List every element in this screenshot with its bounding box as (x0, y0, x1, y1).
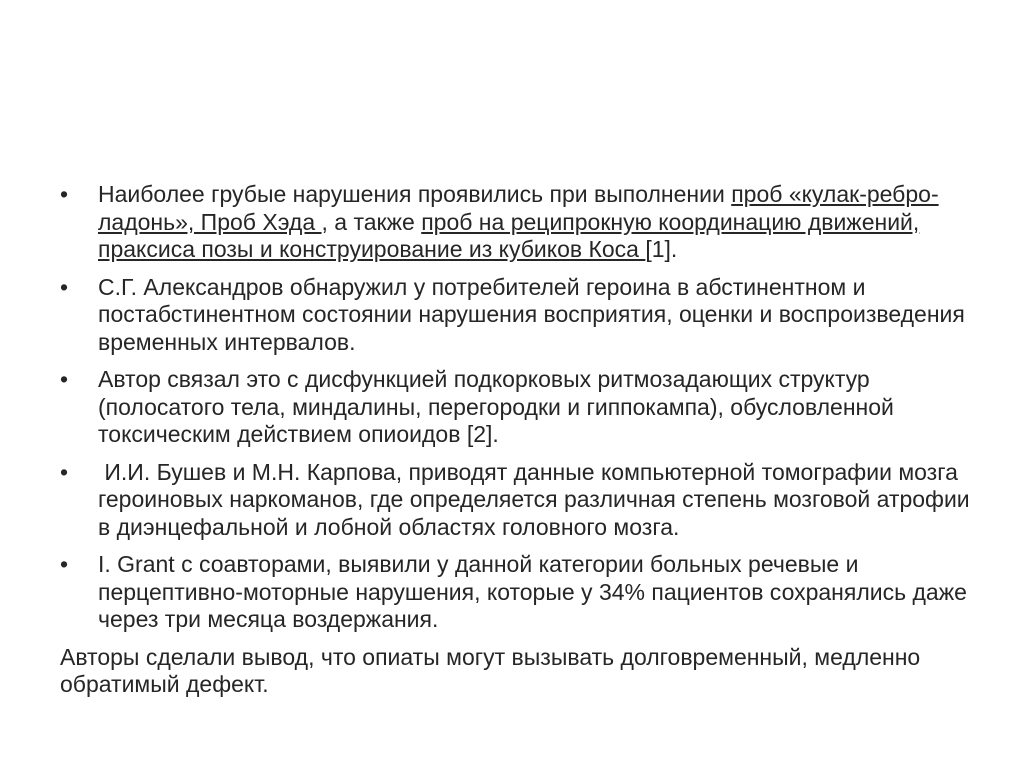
bullet-icon: • (60, 458, 69, 485)
bullet-text-segment: , а также (321, 208, 422, 235)
bullet-text: С.Г. Александров обнаружил у потребителей героина в абстинентном и постабстинентном состоянии нарушения восприятия, оценки и воспроизведения временных интервалов. (98, 273, 965, 355)
bullet-item-4 (60, 459, 980, 542)
bullet-icon: • (60, 366, 69, 392)
citation: [1]. (645, 236, 678, 262)
slide-body (60, 181, 980, 699)
bullet-text: Автор связал это с дисфункцией подкорковых ритмозадающих структур (полосатого тела, миндалины, перегородки и гиппокампа), обусловленной токсическим действием опиоидов [2]. (98, 366, 894, 447)
bullet-item-3 (60, 366, 980, 449)
bullet-text: И.И. Бушев и М.Н. Карпова, приводят данные компьютерной томографии мозга героиновых наркоманов, где определяется различная степень мозговой атрофии в диэнцефальной и лобной областях головного мозга. (98, 458, 977, 540)
bullet-text (98, 181, 980, 264)
bullet-icon: • (60, 181, 69, 207)
underlined-phrase-tests[interactable]: проб «кулак-ребро-ладонь», Проб Хэда (98, 181, 939, 235)
bullet-text: I. Grant с соавторами, выявили у данной категории больных речевые и перцептивно-моторные нарушения, которые у 34% пациентов сохранялись даже через три месяца воздержания. (98, 551, 967, 632)
bullet-item-5 (60, 551, 980, 634)
bullet-list (60, 181, 980, 634)
bullet-item-1 (60, 181, 980, 264)
bullet-icon: • (60, 551, 69, 577)
underlined-phrase-reciprocal-tests[interactable]: проб на реципрокную координацию движений, праксиса позы и конструирование из кубиков Коса (98, 208, 920, 262)
bullet-item-2 (60, 274, 980, 357)
bullet-text-segment: Наиболее грубые нарушения проявились при выполнении (98, 181, 732, 207)
conclusion-paragraph: Авторы сделали вывод, что опиаты могут вызывать долговременный, медленно обратимый дефект. (60, 643, 921, 697)
bullet-icon: • (60, 273, 69, 300)
